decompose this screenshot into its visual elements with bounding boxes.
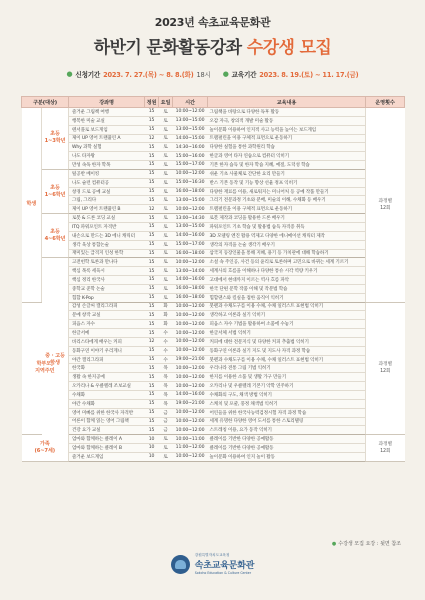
day-cell: 금: [159, 426, 173, 435]
day-cell: 토: [159, 125, 173, 134]
time-cell: 10:00~12:00: [173, 417, 208, 426]
content-cell: 3D 모델링 엔진 활용 역제고 다양한 에니메이션 캐릭터 제작: [208, 231, 366, 240]
capacity-cell: 15: [145, 116, 159, 125]
edu-period: [223, 69, 359, 79]
sessions-cell: 과정별 12회: [366, 302, 405, 435]
logo: [0, 553, 425, 575]
time-cell: 10:00~12:00: [173, 258, 208, 267]
day-cell: 수: [159, 346, 173, 355]
day-cell: 토: [159, 178, 173, 187]
day-cell: 화: [159, 320, 173, 329]
table-row: [22, 302, 405, 311]
content-cell: 기본 한자 습득 및 한자 학습 지혜, 예절, 도덕성 학습: [208, 161, 366, 170]
time-cell: 16:00~18:00: [173, 293, 208, 302]
capacity-cell: 15: [145, 302, 159, 311]
day-cell: 목: [159, 391, 173, 400]
edu-date: 2023. 8. 19.(토) ~ 11. 17.(금): [259, 71, 359, 79]
table-row: [22, 399, 405, 408]
table-row: [22, 337, 405, 346]
day-cell: 수: [159, 337, 173, 346]
logo-emblem-icon: [171, 555, 190, 574]
time-cell: 13:00~15:00: [173, 196, 208, 205]
content-cell: 스케치 및 포쿨, 풍정 채색법 익히기: [208, 399, 366, 408]
course-name: 수채화: [69, 391, 145, 400]
time-cell: 10:00~12:00: [173, 346, 208, 355]
table-row: [22, 108, 405, 117]
day-cell: 금: [159, 417, 173, 426]
day-cell: 금: [159, 408, 173, 417]
footnote: [332, 540, 401, 547]
course-name: 나도 타자왕: [69, 152, 145, 161]
capacity-cell: 12: [145, 134, 159, 143]
content-cell: 클레이를 기반한 다양한 공예활동: [208, 435, 366, 444]
table-row: [22, 249, 405, 258]
group-label: 학생: [22, 108, 42, 303]
day-cell: 토: [159, 143, 173, 152]
time-cell: 14:00~16:00: [173, 276, 208, 285]
content-cell: 우리나라 전통 그림 기법 익히기: [208, 364, 366, 373]
course-name: 피읍스 자수: [69, 320, 145, 329]
content-cell: 클레이를 기반한 다양한 공예활동: [208, 444, 366, 453]
time-cell: 13:00~15:00: [173, 222, 208, 231]
day-cell: 토: [159, 240, 173, 249]
time-cell: 15:00~17:00: [173, 240, 208, 249]
table-row: [22, 276, 405, 285]
content-cell: 피읍스 자수 기법을 활용하여 소품에 수놓기: [208, 320, 366, 329]
logo-text: [195, 553, 254, 575]
table-row: [22, 311, 405, 320]
course-name: 로봇 & 드론 코딩 교실: [69, 214, 145, 223]
capacity-cell: 15: [145, 355, 159, 364]
day-cell: 토: [159, 284, 173, 293]
capacity-cell: 15: [145, 399, 159, 408]
content-cell: 어린들을 위한 한국사능력검정시험 자격 과정 학습: [208, 408, 366, 417]
time-cell: 13:00~15:00: [173, 116, 208, 125]
capacity-cell: 15: [145, 178, 159, 187]
subgroup-label: 초등 1~6학년: [42, 169, 69, 213]
day-cell: 토: [159, 267, 173, 276]
table-row: [22, 452, 405, 461]
course-name: 엄마와 함께하는 클레이 A: [69, 435, 145, 444]
course-name: 한국화: [69, 364, 145, 373]
content-cell: 커피에 대한 전문지식 및 다양한 커피 추출법 익히기: [208, 337, 366, 346]
time-cell: 14:00~16:00: [173, 231, 208, 240]
time-cell: 14:00~15:00: [173, 134, 208, 143]
table-row: [22, 134, 405, 143]
time-cell: 10:00~12:00: [173, 337, 208, 346]
col-header-day: 요일: [159, 97, 173, 108]
content-cell: 수채화의 구도, 채색 방법 익히기: [208, 391, 366, 400]
logo-sub2: Sokcho Education & Culture Center: [194, 571, 252, 575]
capacity-cell: 15: [145, 391, 159, 400]
table-row: [22, 293, 405, 302]
content-cell: 트램펄린을 이용 구체적 표면으로 운동하기: [208, 134, 366, 143]
apply-period: [66, 69, 210, 79]
title-block: [0, 14, 425, 58]
table-row: [22, 329, 405, 338]
time-cell: 10:00~12:00: [173, 364, 208, 373]
content-cell: 스트레칭 이용, 요가 동작 익히기: [208, 426, 366, 435]
capacity-cell: 15: [145, 258, 159, 267]
table-row: [22, 284, 405, 293]
table-row: [22, 196, 405, 205]
day-cell: 토: [159, 161, 173, 170]
time-cell: 13:00~14:30: [173, 214, 208, 223]
capacity-cell: 15: [145, 267, 159, 276]
period-row: [0, 69, 425, 79]
capacity-cell: 15: [145, 373, 159, 382]
course-name: 한글서예: [69, 329, 145, 338]
course-name: 야간 캘리그라피: [69, 355, 145, 364]
capacity-cell: 12: [145, 205, 159, 214]
table-row: [22, 444, 405, 453]
table-row: [22, 222, 405, 231]
content-cell: 세계사의 흐름을 이해하나 다양한 통슈 시각 역량 키우기: [208, 267, 366, 276]
course-name: 바리스타에게 배우는 커피: [69, 337, 145, 346]
course-name: 건강 요가 교실: [69, 426, 145, 435]
day-cell: 토: [159, 435, 173, 444]
table-row: [22, 178, 405, 187]
course-name: 어른이 함께 읽는 영어 그림책: [69, 417, 145, 426]
course-table: [21, 96, 405, 462]
course-name: 힙합 K-Pop: [69, 293, 145, 302]
time-cell: 10:00~12:00: [173, 302, 208, 311]
day-cell: 토: [159, 214, 173, 223]
capacity-cell: 15: [145, 346, 159, 355]
time-cell: 10:00~11:00: [173, 435, 208, 444]
page-title: [0, 33, 425, 58]
content-cell: 그림책을 바탕으로 다양한 독후 활동: [208, 108, 366, 117]
content-cell: 파워포인트 기초 학습 및 활용법 습득 자격증 취득: [208, 222, 366, 231]
content-cell: 쉬운 기초 사물체로 간단한 요리 만들기: [208, 169, 366, 178]
capacity-cell: 15: [145, 196, 159, 205]
content-cell: 다양한 실험을 통한 과학원리 학습: [208, 143, 366, 152]
day-cell: 토: [159, 293, 173, 302]
content-cell: 놀이문화 이용하여 인지 놀이 활동: [208, 452, 366, 461]
day-cell: 토: [159, 249, 173, 258]
course-name: 생활 속 한지공예: [69, 373, 145, 382]
course-name: 행복한 미술 교실: [69, 116, 145, 125]
table-row: [22, 214, 405, 223]
course-name: 제이 UP 영어 트랜퓰린 A: [69, 134, 145, 143]
capacity-cell: 15: [145, 284, 159, 293]
content-cell: 생각의 자격을 논술 생각기 배우기: [208, 240, 366, 249]
course-name: 창경 드로 공예 교실: [69, 187, 145, 196]
capacity-cell: 15: [145, 382, 159, 391]
capacity-cell: 15: [145, 108, 159, 117]
time-cell: 10:00~12:00: [173, 205, 208, 214]
content-cell: 오감 자극, 창의적 개발 미술 활동: [208, 116, 366, 125]
col-header-content: 교육내용: [208, 97, 366, 108]
bullet-dot-icon: ●: [222, 70, 229, 78]
table-row: [22, 231, 405, 240]
course-name: 그림, 그리다: [69, 196, 145, 205]
content-cell: 동화구연 이론과 실기 지도 및 지도사 자격 과정 학습: [208, 346, 366, 355]
apply-time: 18시: [196, 71, 211, 79]
day-cell: 토: [159, 187, 173, 196]
content-cell: 세계 유명한 다양한 영어 도서를 통한 스토리텔링: [208, 417, 366, 426]
table-row: [22, 240, 405, 249]
day-cell: 화: [159, 311, 173, 320]
day-cell: 토: [159, 108, 173, 117]
table-header: [22, 97, 405, 108]
day-cell: 수: [159, 329, 173, 338]
day-cell: 토: [159, 134, 173, 143]
content-cell: 한지를 이용한 소품 및 생활 가구 만들기: [208, 373, 366, 382]
title-line1: 2023년 속초교육문화관: [154, 16, 271, 29]
time-cell: 10:00~12:00: [173, 452, 208, 461]
capacity-cell: 10: [145, 444, 159, 453]
time-cell: 10:00~12:00: [173, 329, 208, 338]
time-cell: 10:00~12:00: [173, 373, 208, 382]
footnote-text: 수강생 모집 요강 : 뒷면 참조: [338, 541, 401, 547]
course-name: 오카리나 & 우클렐레 조보교실: [69, 382, 145, 391]
course-name: 털공반 베이킹: [69, 169, 145, 178]
title-dark: 하반기 문화활동강좌: [93, 38, 242, 58]
time-cell: 10:00~12:00: [173, 382, 208, 391]
content-cell: 붓펜과 수채도구를 이용 수채, 수채 일러스트 표현법 익히기: [208, 355, 366, 364]
capacity-cell: 15: [145, 249, 159, 258]
capacity-cell: 15: [145, 125, 159, 134]
time-cell: 15:00~16:30: [173, 178, 208, 187]
col-header-sessions: 운영횟수: [366, 97, 405, 108]
time-cell: 10:00~12:00: [173, 320, 208, 329]
group-label: 학부모, 지역주민: [22, 302, 69, 435]
capacity-cell: 15: [145, 426, 159, 435]
sessions-cell: 과정별 12회: [366, 108, 405, 303]
day-cell: 토: [159, 231, 173, 240]
content-cell: 붓펜과 수채도구를 이용 수채, 수채 일러스트 표현법 익히기: [208, 302, 366, 311]
content-cell: 한글서체 서법 익히기: [208, 329, 366, 338]
content-cell: 그리기 전문과정 기초와 분배, 미술의 이해, 수채화 등 배우기: [208, 196, 366, 205]
course-name: 중학교 준학 논술: [69, 284, 145, 293]
time-cell: 10:00~12:00: [173, 408, 208, 417]
capacity-cell: 15: [145, 311, 159, 320]
table-row: [22, 435, 405, 444]
time-cell: 10:00~12:00: [173, 426, 208, 435]
subgroup-label: 초등 4~6학년: [42, 214, 69, 258]
time-cell: 16:00~18:00: [173, 249, 208, 258]
content-cell: 오카리나 및 우클렐레 기본기 악학 연주하기: [208, 382, 366, 391]
course-name: 만성 속독 한자 학목: [69, 161, 145, 170]
capacity-cell: 15: [145, 293, 159, 302]
edu-label: 교육기간: [231, 71, 257, 79]
content-cell: 다양한 재료를 이용, 새로워지는 미니어처 등 공예 작품 만들기: [208, 187, 366, 196]
time-cell: 16:00~18:00: [173, 284, 208, 293]
table-row: [22, 391, 405, 400]
title-accent: 수강생 모집: [246, 38, 332, 58]
capacity-cell: 15: [145, 143, 159, 152]
table-row: [22, 382, 405, 391]
course-name: 재미있는 급격지 인성 한학: [69, 249, 145, 258]
content-cell: 고대에서 현대까지 이르는 역사 흐름 파악: [208, 276, 366, 285]
time-cell: 19:00~21:00: [173, 355, 208, 364]
col-header-capacity: 정원: [145, 97, 159, 108]
time-cell: 15:00~16:00: [173, 152, 208, 161]
content-cell: 반스 기본 동작 및 기능 향상 선율 정프 익히기: [208, 178, 366, 187]
capacity-cell: 15: [145, 276, 159, 285]
time-cell: 13:00~15:00: [173, 125, 208, 134]
content-cell: 한국 단편 문학 작품 이해 및 작분법 학습: [208, 284, 366, 293]
table-row: [22, 267, 405, 276]
day-cell: 수: [159, 355, 173, 364]
day-cell: 토: [159, 169, 173, 178]
table-row: [22, 408, 405, 417]
course-name: 동화구연 이야기 우리게니: [69, 346, 145, 355]
logo-sub1: 강원특별자치도교육청: [194, 553, 230, 557]
time-cell: 16:00~18:00: [173, 187, 208, 196]
logo-main: 속초교육문화관: [194, 561, 255, 571]
day-cell: 토: [159, 222, 173, 231]
content-cell: 생각하고 이론과 실기 익히기: [208, 311, 366, 320]
table-row: [22, 417, 405, 426]
table-row: [22, 205, 405, 214]
day-cell: 토: [159, 452, 173, 461]
day-cell: 토: [159, 444, 173, 453]
time-cell: 10:00~12:00: [173, 169, 208, 178]
capacity-cell: 15: [145, 364, 159, 373]
capacity-cell: 15: [145, 408, 159, 417]
day-cell: 토: [159, 196, 173, 205]
table-row: [22, 187, 405, 196]
capacity-cell: 15: [145, 187, 159, 196]
course-name: 야간 수채화: [69, 399, 145, 408]
day-cell: 목: [159, 382, 173, 391]
table-row: [22, 320, 405, 329]
course-name: 엄마와 함께하는 클레이 B: [69, 444, 145, 453]
time-cell: 10:00~12:00: [173, 108, 208, 117]
day-cell: 목: [159, 399, 173, 408]
time-cell: 14:00~16:00: [173, 391, 208, 400]
course-name: ITQ 파워포인트 자격반: [69, 222, 145, 231]
day-cell: 토: [159, 116, 173, 125]
table-row: [22, 161, 405, 170]
day-cell: 토: [159, 205, 173, 214]
time-cell: 10:00~12:00: [173, 311, 208, 320]
course-name: 핵심 정리 한국사: [69, 276, 145, 285]
course-name: 고전헌학 토론과 만나다: [69, 258, 145, 267]
capacity-cell: 15: [145, 417, 159, 426]
course-name: 텐서플로 보드게임: [69, 125, 145, 134]
course-name: Why 과학 실험: [69, 143, 145, 152]
bullet-dot-icon: ●: [331, 540, 337, 547]
capacity-cell: 15: [145, 222, 159, 231]
content-cell: 힙합댄스와 킬실을 접한 움직이 익히기: [208, 293, 366, 302]
course-name: 영어 미빠를 위한 한국사 자격반: [69, 408, 145, 417]
course-name: 내손으로 만드는 3D 에니 캐릭터: [69, 231, 145, 240]
capacity-cell: 15: [145, 152, 159, 161]
day-cell: 토: [159, 276, 173, 285]
subgroup-label: 초등 1~3학년: [42, 108, 69, 170]
table-row: [22, 169, 405, 178]
capacity-cell: 15: [145, 240, 159, 249]
table-row: [22, 364, 405, 373]
capacity-cell: 15: [145, 320, 159, 329]
content-cell: 로봇 제작과 코딩을 활용한 드론 배우기: [208, 214, 366, 223]
capacity-cell: 15: [145, 329, 159, 338]
day-cell: 토: [159, 258, 173, 267]
capacity-cell: 10: [145, 452, 159, 461]
content-cell: 놀이문화 이용하여 인지적 사고 능력을 높이는 보드게임: [208, 125, 366, 134]
course-name: 감성 손글씨 캘리그라피: [69, 302, 145, 311]
capacity-cell: 15: [145, 231, 159, 240]
table-row: [22, 355, 405, 364]
content-cell: 한글과 영어 타자 연습으로 컴퓨터 익히기: [208, 152, 366, 161]
content-cell: 트램펄린을 이용 구체적 표면으로 운동하기: [208, 205, 366, 214]
apply-label: 신청기간: [75, 71, 101, 79]
group-label: 가족 (6~7세): [22, 435, 69, 462]
capacity-cell: 10: [145, 435, 159, 444]
table-row: [22, 373, 405, 382]
content-cell: 삼국지 등장인물을 통해 지혜, 용기 등 가치관에 대해 학습하기: [208, 249, 366, 258]
time-cell: 15:00~17:00: [173, 161, 208, 170]
col-header-target: 구분(대상): [22, 97, 69, 108]
capacity-cell: 15: [145, 169, 159, 178]
table-row: [22, 426, 405, 435]
content-cell: 소설 속 주인공, 사건 등의 윤리로 토론하며 고민으로 바뀌는 세계 기르기: [208, 258, 366, 267]
time-cell: 11:00~12:00: [173, 444, 208, 453]
table-row: [22, 346, 405, 355]
bullet-dot-icon: ●: [66, 70, 73, 78]
time-cell: 14:30~16:00: [173, 143, 208, 152]
capacity-cell: 12: [145, 337, 159, 346]
capacity-cell: 15: [145, 161, 159, 170]
day-cell: 목: [159, 364, 173, 373]
col-header-time: 시간: [173, 97, 208, 108]
day-cell: 화: [159, 302, 173, 311]
time-cell: 13:00~14:00: [173, 267, 208, 276]
course-name: 나도 슬런 컴퓨터공: [69, 178, 145, 187]
table-row: [22, 152, 405, 161]
time-cell: 19:00~21:00: [173, 399, 208, 408]
sessions-cell: 과정별 12회: [366, 435, 405, 462]
table-row: [22, 116, 405, 125]
table-row: [22, 143, 405, 152]
subgroup-label: 중 · 고등 학생: [42, 258, 69, 461]
col-header-course: 강좌명: [69, 97, 145, 108]
apply-date: 2023. 7. 27.(목) ~ 8. 8.(화): [103, 71, 194, 79]
course-name: 즐거운 보드게임: [69, 452, 145, 461]
course-name: 생각 육상 통합논술: [69, 240, 145, 249]
capacity-cell: 15: [145, 214, 159, 223]
table-row: [22, 258, 405, 267]
table-body: [22, 108, 405, 462]
day-cell: 목: [159, 373, 173, 382]
table-row: [22, 125, 405, 134]
course-name: 즐거운 그림책 여행: [69, 108, 145, 117]
day-cell: 토: [159, 152, 173, 161]
course-name: 문예 창작 교실: [69, 311, 145, 320]
course-name: 제이 UP 영어 트랜퓰린 B: [69, 205, 145, 214]
course-name: 핵심 목록 세육시: [69, 267, 145, 276]
